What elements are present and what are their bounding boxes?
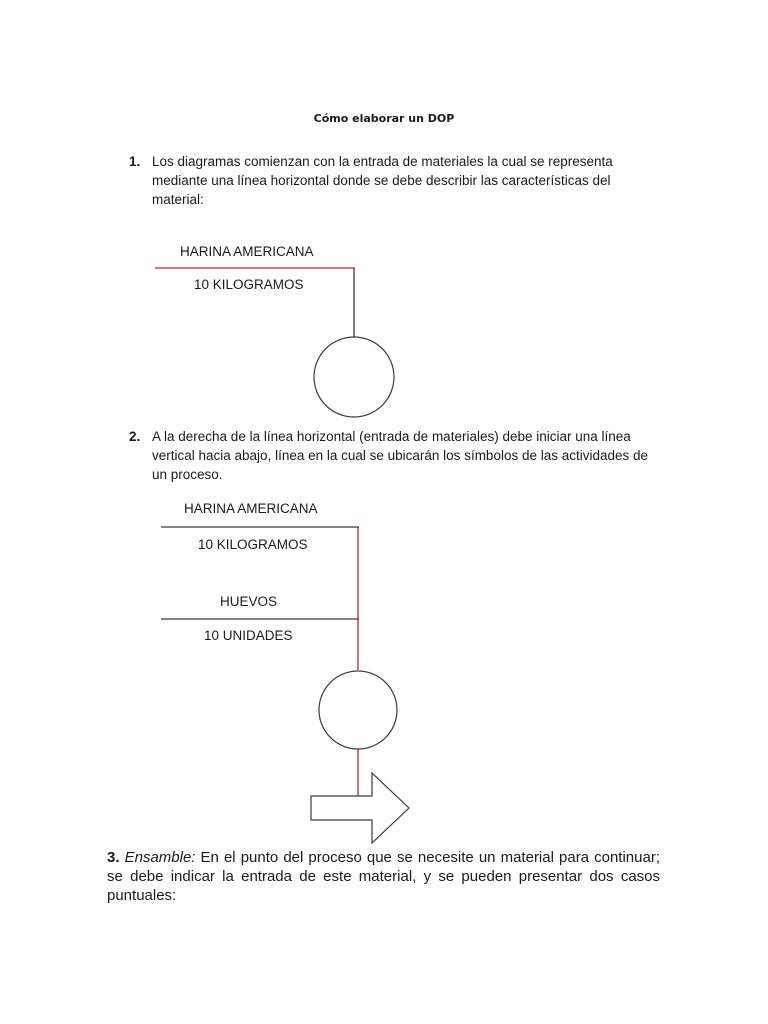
diagram-2-operation-circle — [319, 671, 397, 749]
diagram-2-material-1-name: HARINA AMERICANA — [184, 501, 318, 516]
diagram-2-material-2-qty: 10 UNIDADES — [204, 628, 293, 643]
diagram-2-material-1-qty: 10 KILOGRAMOS — [198, 537, 308, 552]
document-title: Cómo elaborar un DOP — [313, 112, 455, 125]
step-1-text: Los diagramas comienzan con la entrada de materiales la cual se representa mediante una línea horizontal donde se debe describir las características del material: — [152, 154, 613, 207]
step-3-text: En el punto del proceso que se necesite un material para continuar; se debe indicar la entrada de este material, y se pueden presentar dos casos puntuales: — [107, 849, 660, 904]
diagram-1-material-qty: 10 KILOGRAMOS — [194, 277, 304, 292]
step-3-number: 3. — [107, 849, 120, 866]
step-1-number: 1. — [129, 154, 141, 169]
diagram-1 — [155, 244, 394, 417]
diagram-2 — [161, 501, 409, 843]
step-2-number: 2. — [129, 429, 141, 444]
step-3-term: Ensamble: — [124, 849, 196, 866]
diagram-1-material-name: HARINA AMERICANA — [180, 244, 314, 259]
step-2-text: A la derecha de la línea horizontal (entrada de materiales) debe iniciar una línea vertical hacia abajo, línea en la cual se ubicarán los símbolos de las actividades de un proceso. — [152, 429, 649, 482]
diagram-1-operation-circle — [314, 337, 394, 417]
diagram-2-material-2-name: HUEVOS — [220, 594, 278, 609]
transport-arrow-icon — [311, 773, 409, 843]
